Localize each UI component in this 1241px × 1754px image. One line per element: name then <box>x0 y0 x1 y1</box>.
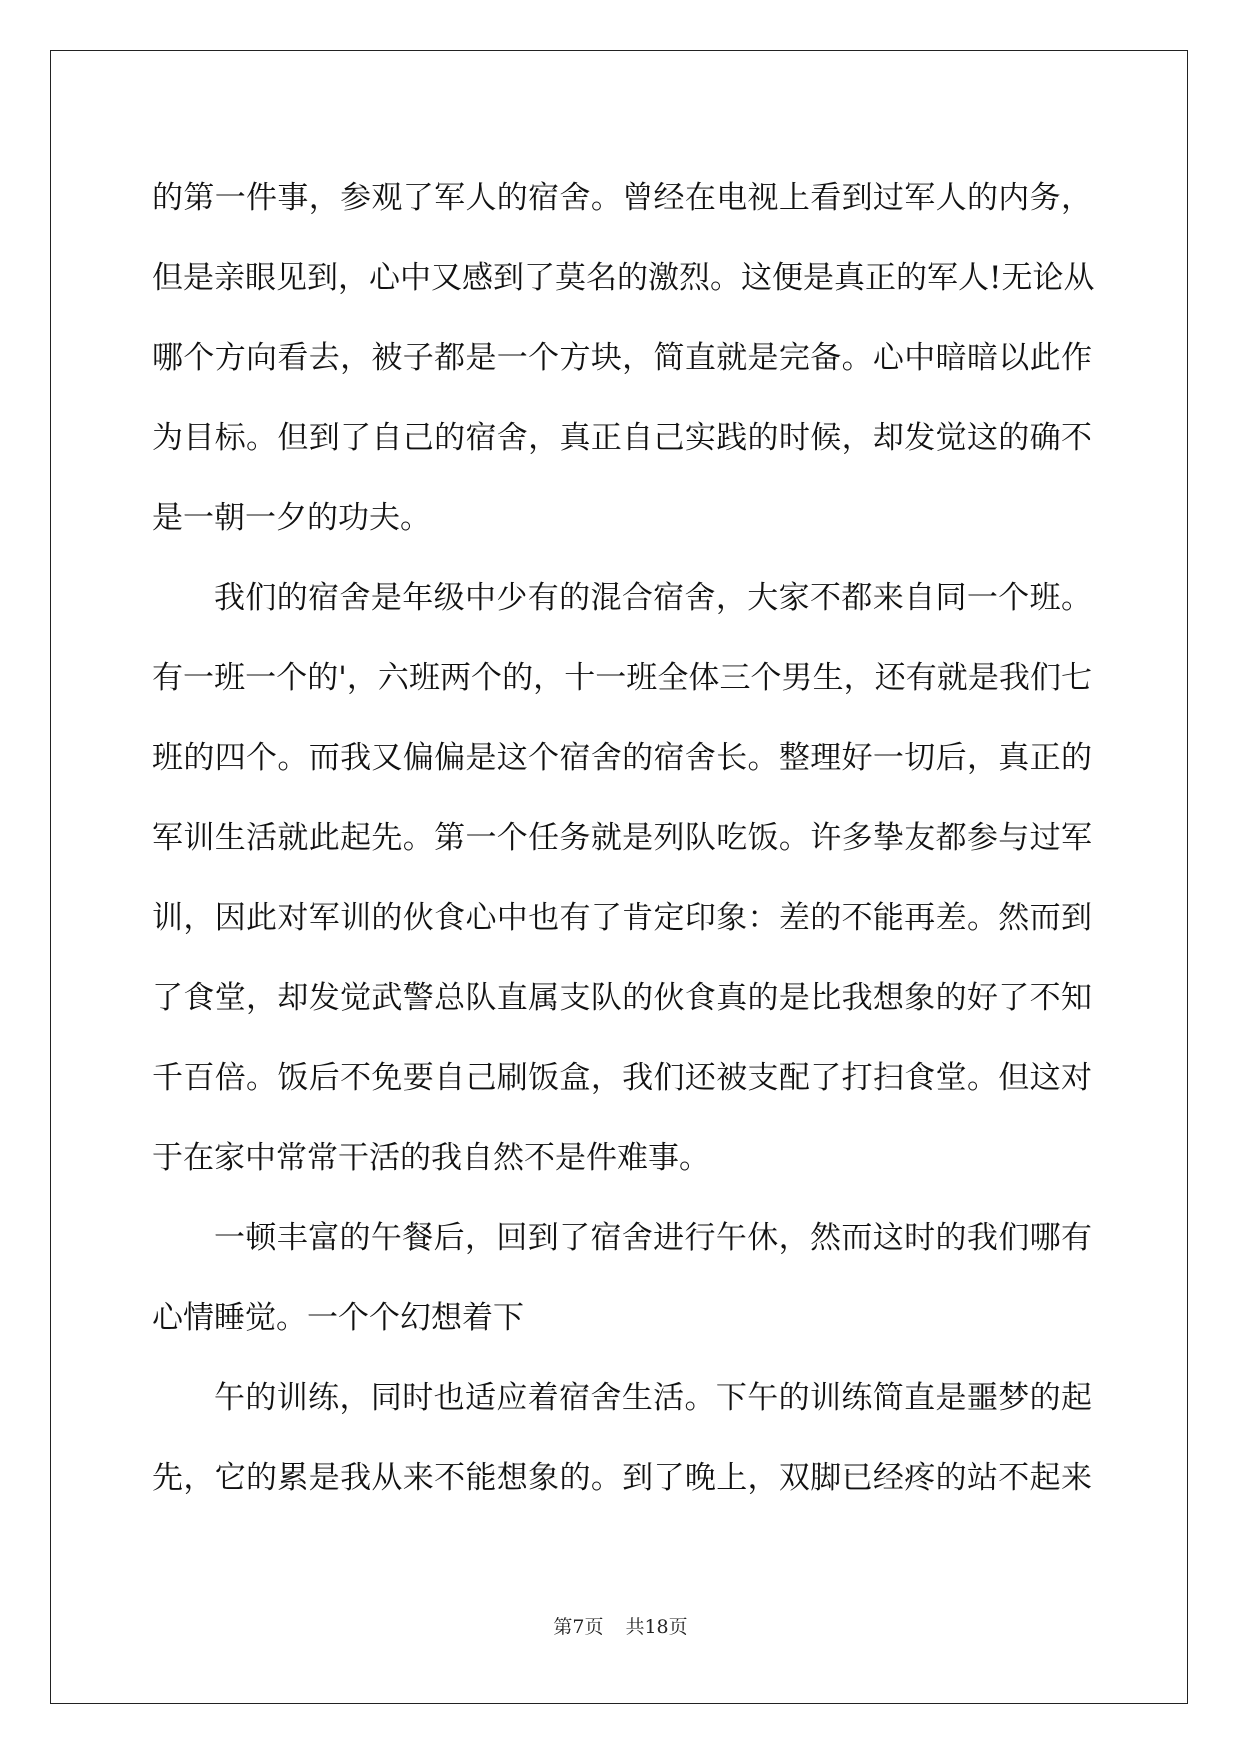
text-line: 一顿丰富的午餐后，回到了宿舍进行午休，然而这时的我们哪有 <box>214 1220 1092 1256</box>
text-line: 但是亲眼见到，心中又感到了莫名的激烈。这便是真正的军人!无论从 <box>152 260 1095 296</box>
text-line: 是一朝一夕的功夫。 <box>152 500 431 536</box>
text-line: 先，它的累是我从来不能想象的。到了晚上，双脚已经疼的站不起来 <box>152 1460 1092 1496</box>
page-total: 共18页 <box>625 1616 688 1638</box>
text-line: 军训生活就此起先。第一个任务就是列队吃饭。许多挚友都参与过军 <box>152 820 1092 856</box>
document-body <box>152 158 1095 1518</box>
page-footer <box>0 1612 1241 1639</box>
text-line: 我们的宿舍是年级中少有的混合宿舍，大家不都来自同一个班。 <box>214 580 1092 616</box>
text-line: 于在家中常常干活的我自然不是件难事。 <box>152 1140 710 1176</box>
text-line: 班的四个。而我又偏偏是这个宿舍的宿舍长。整理好一切后，真正的 <box>152 740 1092 776</box>
text-line: 哪个方向看去，被子都是一个方块，简直就是完备。心中暗暗以此作 <box>152 340 1092 376</box>
text-line: 千百倍。饭后不免要自己刷饭盒，我们还被支配了打扫食堂。但这对 <box>152 1060 1092 1096</box>
page-number: 第7页 <box>553 1616 604 1638</box>
text-line: 心情睡觉。一个个幻想着下 <box>152 1300 524 1336</box>
text-line: 为目标。但到了自己的宿舍，真正自己实践的时候，却发觉这的确不 <box>152 420 1092 456</box>
text-line: 午的训练，同时也适应着宿舍生活。下午的训练简直是噩梦的起 <box>214 1380 1092 1416</box>
text-line: 训，因此对军训的伙食心中也有了肯定印象：差的不能再差。然而到 <box>152 900 1092 936</box>
text-line: 有一班一个的'，六班两个的，十一班全体三个男生，还有就是我们七 <box>152 660 1092 696</box>
text-line: 了食堂，却发觉武警总队直属支队的伙食真的是比我想象的好了不知 <box>152 980 1092 1016</box>
text-line: 的第一件事，参观了军人的宿舍。曾经在电视上看到过军人的内务， <box>152 180 1092 216</box>
